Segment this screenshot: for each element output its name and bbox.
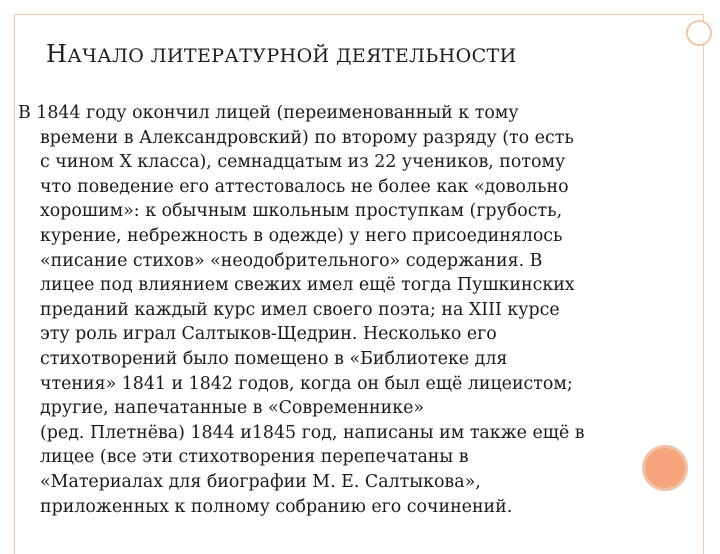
decorative-circle-top [686,20,712,46]
body-line: с чином X класса), семнадцатым из 22 учеников, потому [40,152,566,173]
body-line: «Материалах для биографии М. Е. Салтыкова», [40,471,481,492]
title-rest: АЧАЛО ЛИТЕРАТУРНОЙ ДЕЯТЕЛЬНОСТИ [67,45,517,67]
body-line: В 1844 году окончил лицей (переименованный к тому [18,103,519,123]
body-line: (ред. Плетнёва) 1844 и1845 год, написаны им также ещё в [40,422,585,443]
body-line: стихотворений было помещено в «Библиотеке для [40,348,508,369]
body-line: курение, небрежность в одежде) у него присоединялось [40,225,563,246]
body-line: эту роль играл Салтыков-Щедрин. Несколько его [40,324,497,345]
body-line: приложенных к полному собранию его сочинений. [40,496,513,517]
body-line: «писание стихов» «неодобрительного» содержания. В [40,250,543,271]
decorative-circle-accent [642,445,688,491]
body-line: преданий каждый курс имел своего поэта; на XIII курсе [40,299,560,320]
body-line: времени в Александровский) по второму разряду (то есть [40,127,574,148]
body-line: что поведение его аттестовалось не более как «довольно [40,176,569,197]
body-line: лицее (все эти стихотворения перепечатаны в [40,447,469,468]
body-line: хорошим»: к обычным школьным проступкам (грубость, [40,201,563,222]
body-line: чтения» 1841 и 1842 годов, когда он был ещё лицеистом; [40,373,573,394]
slide-title [46,40,517,68]
body-line: другие, напечатанные в «Современнике» [40,398,425,419]
body-line: лицее под влиянием свежих имел ещё тогда Пушкинских [40,275,575,296]
title-first-letter: Н [46,40,68,68]
body-text [18,101,648,519]
